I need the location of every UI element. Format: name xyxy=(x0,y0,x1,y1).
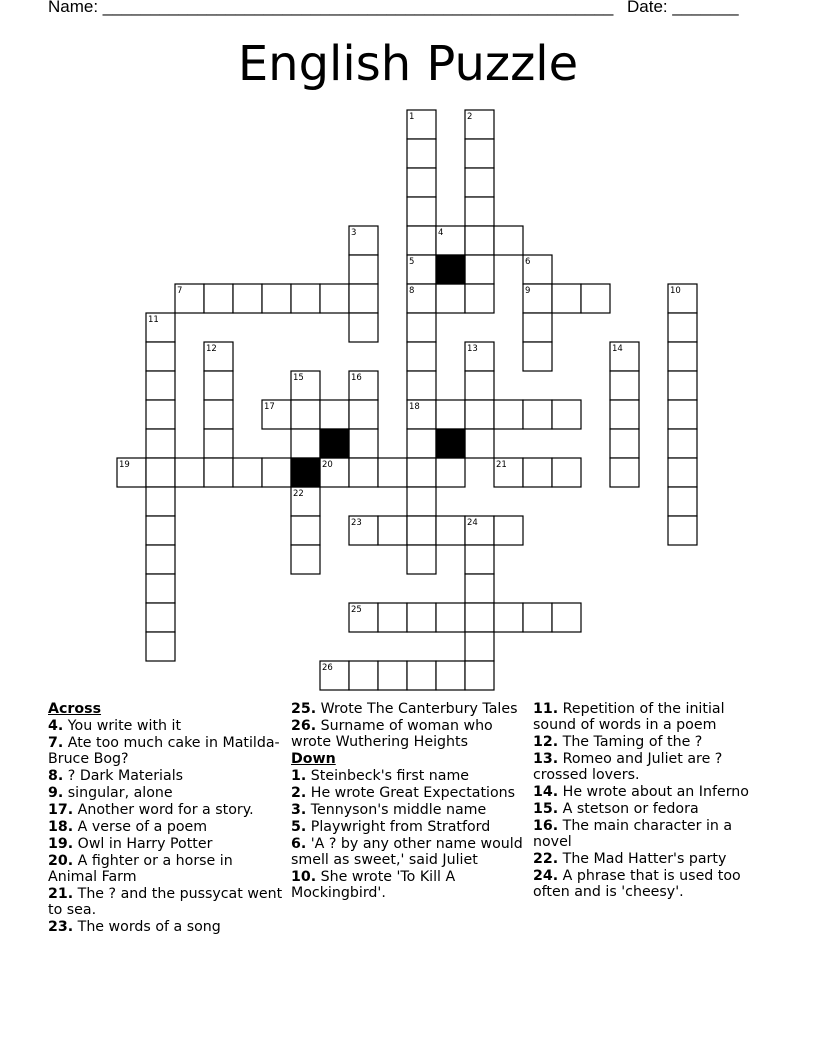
grid-cell[interactable] xyxy=(436,284,465,313)
grid-cell[interactable] xyxy=(320,400,349,429)
grid-cell[interactable] xyxy=(407,603,436,632)
grid-cell[interactable] xyxy=(407,487,436,516)
grid-cell[interactable] xyxy=(378,661,407,690)
grid-cell[interactable] xyxy=(610,400,639,429)
name-field[interactable]: Name: ______________________________________________________ xyxy=(48,0,614,16)
cell-number: 14 xyxy=(612,344,623,354)
clue-number: 23. xyxy=(48,919,74,935)
cell-number: 5 xyxy=(409,257,415,267)
grid-cell[interactable] xyxy=(523,342,552,371)
clue-number: 7. xyxy=(48,735,64,751)
grid-cell[interactable] xyxy=(407,226,436,255)
grid-cell[interactable] xyxy=(610,429,639,458)
grid-cell[interactable] xyxy=(320,284,349,313)
grid-cell[interactable] xyxy=(436,661,465,690)
grid-cell[interactable] xyxy=(610,458,639,487)
grid-cell[interactable] xyxy=(552,603,581,632)
grid-cell[interactable] xyxy=(291,429,320,458)
cell-number: 18 xyxy=(409,402,420,412)
grid-cell[interactable] xyxy=(407,458,436,487)
grid-cell[interactable] xyxy=(146,400,175,429)
down-heading: Down xyxy=(291,751,336,767)
grid-cell[interactable] xyxy=(436,516,465,545)
grid-cell[interactable] xyxy=(465,197,494,226)
cell-number: 8 xyxy=(409,286,415,296)
clue-text: The words of a song xyxy=(73,919,221,935)
across-clue xyxy=(48,919,283,935)
grid-cell[interactable] xyxy=(146,342,175,371)
cell-number: 4 xyxy=(438,228,444,238)
clue-text: Romeo and Juliet are ? crossed lovers. xyxy=(533,751,723,783)
clue-text: A stetson or fedora xyxy=(558,801,699,817)
grid-cell[interactable] xyxy=(291,400,320,429)
clue-number: 25. xyxy=(291,701,317,717)
cell-number: 16 xyxy=(351,373,362,383)
grid-cell[interactable] xyxy=(407,661,436,690)
grid-cell[interactable] xyxy=(552,400,581,429)
grid-cell[interactable] xyxy=(668,371,697,400)
grid-cell[interactable] xyxy=(204,284,233,313)
grid-cell[interactable] xyxy=(407,168,436,197)
grid-cell[interactable] xyxy=(668,342,697,371)
down-clue xyxy=(533,801,768,817)
black-cell xyxy=(291,458,320,487)
grid-cell[interactable] xyxy=(233,284,262,313)
grid-cell[interactable] xyxy=(146,545,175,574)
clue-text: The Taming of the ? xyxy=(558,734,703,750)
grid-cell[interactable] xyxy=(262,284,291,313)
clue-text: The ? and the pussycat went to sea. xyxy=(48,886,283,918)
clue-number: 17. xyxy=(48,802,74,818)
clue-text: You write with it xyxy=(63,718,182,734)
clue-text: A verse of a poem xyxy=(73,819,208,835)
grid-cell[interactable] xyxy=(146,429,175,458)
grid-cell[interactable] xyxy=(465,632,494,661)
grid-cell[interactable] xyxy=(407,371,436,400)
clue-text: He wrote Great Expectations xyxy=(306,785,516,801)
clue-text: He wrote about an Inferno xyxy=(558,784,749,800)
grid-cell[interactable] xyxy=(146,487,175,516)
cell-number: 2 xyxy=(467,112,473,122)
down-clue xyxy=(533,868,768,900)
cell-number: 6 xyxy=(525,257,531,267)
across-clue xyxy=(291,701,526,717)
grid-cell[interactable] xyxy=(349,284,378,313)
grid-cell[interactable] xyxy=(552,284,581,313)
grid-cell[interactable] xyxy=(465,400,494,429)
grid-cell[interactable] xyxy=(465,284,494,313)
clue-number: 18. xyxy=(48,819,74,835)
clue-number: 3. xyxy=(291,802,307,818)
grid-cell[interactable] xyxy=(407,197,436,226)
clue-number: 6. xyxy=(291,836,307,852)
down-clue xyxy=(291,768,526,784)
grid-cell[interactable] xyxy=(378,516,407,545)
grid-cell[interactable] xyxy=(552,458,581,487)
cell-number: 23 xyxy=(351,518,362,528)
across-clue xyxy=(48,886,283,918)
clue-text: A phrase that is used too often and is 'cheesy'. xyxy=(533,868,741,900)
grid-cell[interactable] xyxy=(523,458,552,487)
cell-number: 17 xyxy=(264,402,275,412)
clue-text: 'A ? by any other name would smell as sweet,' said Juliet xyxy=(291,836,523,868)
grid-cell[interactable] xyxy=(610,371,639,400)
grid-cell[interactable] xyxy=(668,400,697,429)
cell-number: 10 xyxy=(670,286,681,296)
grid-cell[interactable] xyxy=(146,632,175,661)
clue-number: 2. xyxy=(291,785,307,801)
grid-cell[interactable] xyxy=(291,284,320,313)
clue-number: 24. xyxy=(533,868,559,884)
clue-number: 13. xyxy=(533,751,559,767)
clue-text: A fighter or a horse in Animal Farm xyxy=(48,853,233,885)
clue-number: 21. xyxy=(48,886,74,902)
grid-cell[interactable] xyxy=(204,429,233,458)
clue-number: 26. xyxy=(291,718,317,734)
page-title: English Puzzle xyxy=(237,36,579,92)
cell-number: 1 xyxy=(409,112,415,122)
down-clue xyxy=(291,802,526,818)
black-cell xyxy=(320,429,349,458)
grid-cell[interactable] xyxy=(407,429,436,458)
cell-number: 20 xyxy=(322,460,333,470)
grid-cell[interactable] xyxy=(494,226,523,255)
cell-number: 22 xyxy=(293,489,304,499)
clue-text: Tennyson's middle name xyxy=(306,802,487,818)
clue-number: 9. xyxy=(48,785,64,801)
cell-number: 11 xyxy=(148,315,159,325)
clue-text: Owl in Harry Potter xyxy=(73,836,213,852)
grid-cell[interactable] xyxy=(349,313,378,342)
clue-text: singular, alone xyxy=(63,785,173,801)
grid-cell[interactable] xyxy=(465,139,494,168)
clue-text: Another word for a story. xyxy=(73,802,254,818)
cell-number: 26 xyxy=(322,663,333,673)
grid-cell[interactable] xyxy=(407,545,436,574)
black-cell xyxy=(436,429,465,458)
grid-cell[interactable] xyxy=(465,574,494,603)
clue-number: 1. xyxy=(291,768,307,784)
grid-cell[interactable] xyxy=(436,458,465,487)
grid-cell[interactable] xyxy=(146,603,175,632)
clue-text: The main character in a novel xyxy=(533,818,733,850)
clue-number: 20. xyxy=(48,853,74,869)
down-clue xyxy=(291,785,526,801)
grid-cell[interactable] xyxy=(349,255,378,284)
grid-cell[interactable] xyxy=(668,429,697,458)
down-clue xyxy=(533,851,768,867)
clue-number: 22. xyxy=(533,851,559,867)
clue-number: 15. xyxy=(533,801,559,817)
grid-cell[interactable] xyxy=(494,516,523,545)
grid-cell[interactable] xyxy=(175,458,204,487)
across-clue xyxy=(48,768,283,784)
down-clue xyxy=(533,751,768,783)
cell-number: 15 xyxy=(293,373,304,383)
clue-number: 12. xyxy=(533,734,559,750)
grid-cell[interactable] xyxy=(668,313,697,342)
grid-cell[interactable] xyxy=(233,458,262,487)
grid-cell[interactable] xyxy=(494,603,523,632)
clues-column-3 xyxy=(533,701,768,901)
across-clue xyxy=(48,802,283,818)
cell-number: 7 xyxy=(177,286,183,296)
grid-cell[interactable] xyxy=(668,516,697,545)
cell-number: 13 xyxy=(467,344,478,354)
grid-cell[interactable] xyxy=(349,400,378,429)
clues-column-2 xyxy=(291,701,526,902)
grid-cell[interactable] xyxy=(407,139,436,168)
clue-text: Playwright from Stratford xyxy=(306,819,491,835)
black-cell xyxy=(436,255,465,284)
clue-text: Ate too much cake in Matilda- Bruce Bog? xyxy=(48,735,280,767)
clue-text: Steinbeck's first name xyxy=(306,768,470,784)
clue-number: 4. xyxy=(48,718,64,734)
across-clue xyxy=(48,836,283,852)
across-clue xyxy=(291,718,526,750)
clue-text: Repetition of the initial sound of words in a poem xyxy=(533,701,725,733)
grid-cell[interactable] xyxy=(204,371,233,400)
grid-cell[interactable] xyxy=(349,661,378,690)
grid-cell[interactable] xyxy=(146,516,175,545)
grid-cell[interactable] xyxy=(494,400,523,429)
grid-cell[interactable] xyxy=(146,574,175,603)
across-clue xyxy=(48,785,283,801)
across-clue xyxy=(48,718,283,734)
grid-cell[interactable] xyxy=(465,603,494,632)
across-clue xyxy=(48,853,283,885)
clue-number: 5. xyxy=(291,819,307,835)
grid-cell[interactable] xyxy=(668,487,697,516)
cell-number: 21 xyxy=(496,460,507,470)
cell-number: 12 xyxy=(206,344,217,354)
grid-cell[interactable] xyxy=(146,458,175,487)
clue-text: Wrote The Canterbury Tales xyxy=(316,701,518,717)
down-clue xyxy=(533,701,768,733)
clue-text: The Mad Hatter's party xyxy=(558,851,727,867)
grid-cell[interactable] xyxy=(465,371,494,400)
grid-cell[interactable] xyxy=(204,400,233,429)
grid-cell[interactable] xyxy=(465,429,494,458)
cell-number: 25 xyxy=(351,605,362,615)
grid-cell[interactable] xyxy=(291,545,320,574)
grid-cell[interactable] xyxy=(436,603,465,632)
grid-cell[interactable] xyxy=(668,458,697,487)
across-clue xyxy=(48,819,283,835)
grid-cell[interactable] xyxy=(378,603,407,632)
cell-number: 19 xyxy=(119,460,130,470)
down-clue xyxy=(533,784,768,800)
grid-cell[interactable] xyxy=(291,516,320,545)
clue-text: ? Dark Materials xyxy=(63,768,184,784)
cell-number: 9 xyxy=(525,286,531,296)
grid-cell[interactable] xyxy=(407,313,436,342)
grid-cell[interactable] xyxy=(349,458,378,487)
date-field[interactable]: Date: _______ xyxy=(627,0,739,16)
grid-cell[interactable] xyxy=(436,400,465,429)
cell-number: 24 xyxy=(467,518,478,528)
across-heading: Across xyxy=(48,701,102,717)
down-clue xyxy=(291,819,526,835)
grid-cell[interactable] xyxy=(378,458,407,487)
grid-cell[interactable] xyxy=(465,255,494,284)
grid-cell[interactable] xyxy=(204,458,233,487)
down-clue xyxy=(533,818,768,850)
grid-cell[interactable] xyxy=(262,458,291,487)
grid-cell[interactable] xyxy=(465,545,494,574)
clue-number: 10. xyxy=(291,869,317,885)
grid-cell[interactable] xyxy=(465,226,494,255)
clue-text: She wrote 'To Kill A Mockingbird'. xyxy=(291,869,456,901)
down-clue xyxy=(291,869,526,901)
grid-cell[interactable] xyxy=(407,516,436,545)
clue-number: 19. xyxy=(48,836,74,852)
clue-number: 8. xyxy=(48,768,64,784)
clues-column-1 xyxy=(48,701,283,936)
grid-cell[interactable] xyxy=(523,313,552,342)
grid-cell[interactable] xyxy=(523,400,552,429)
grid-cell[interactable] xyxy=(465,661,494,690)
clue-number: 14. xyxy=(533,784,559,800)
clue-text: Surname of woman who wrote Wuthering Heights xyxy=(291,718,493,750)
across-clue xyxy=(48,735,283,767)
grid-cell[interactable] xyxy=(407,342,436,371)
down-clue xyxy=(291,836,526,868)
grid-cell[interactable] xyxy=(523,603,552,632)
cell-number: 3 xyxy=(351,228,357,238)
clue-number: 11. xyxy=(533,701,559,717)
clue-number: 16. xyxy=(533,818,559,834)
grid-cell[interactable] xyxy=(465,168,494,197)
grid-cell[interactable] xyxy=(349,429,378,458)
down-clue xyxy=(533,734,768,750)
grid-cell[interactable] xyxy=(581,284,610,313)
grid-cell[interactable] xyxy=(146,371,175,400)
